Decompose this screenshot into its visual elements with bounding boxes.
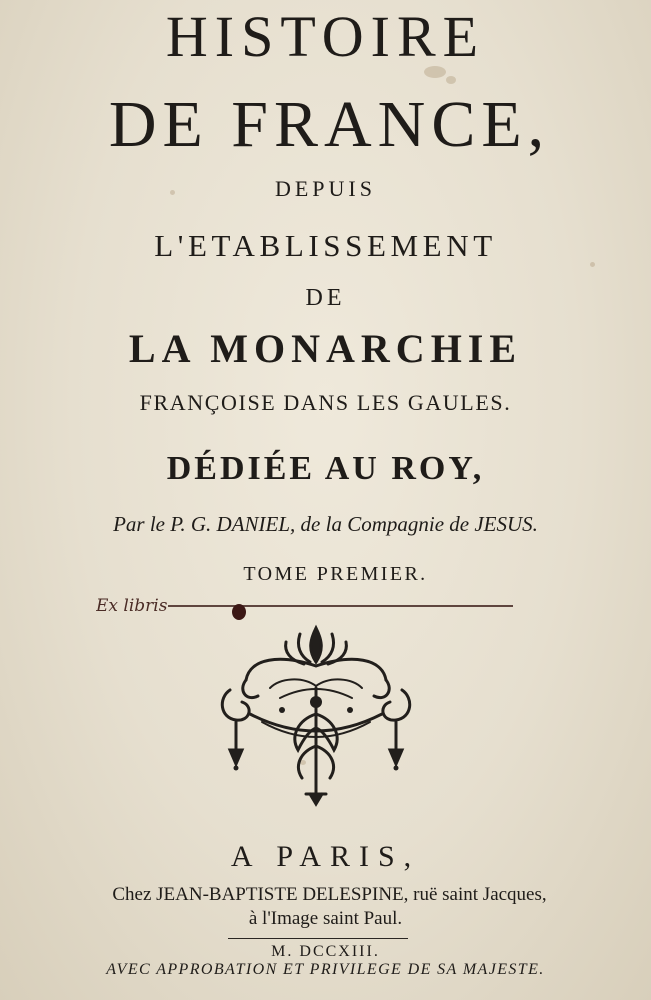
dedication: DÉDIÉE AU ROY,	[166, 450, 485, 487]
title-depuis: DEPUIS	[274, 176, 376, 201]
title-la-monarchie: LA MONARCHIE	[128, 326, 523, 371]
imprint-publisher: Chez JEAN-BAPTISTE DELESPINE, ruë saint Jacques,	[112, 884, 547, 905]
title-etablissement: L'ETABLISSEMENT	[154, 228, 497, 263]
title-francoise: FRANÇOISE DANS LES GAULES.	[139, 390, 512, 415]
title-de-france: DE FRANCE,	[108, 88, 551, 161]
ex-libris-text: Ex libris	[96, 596, 168, 616]
imprint-date: M. DCCXIII.	[271, 943, 380, 960]
paper-stain	[446, 76, 456, 84]
title-histoire: HISTOIRE	[165, 4, 486, 69]
title-de: DE	[305, 285, 346, 311]
imprint-rule	[228, 938, 408, 939]
author-line: Par le P. G. DANIEL, de la Compagnie de JESUS.	[113, 512, 538, 536]
imprint-city: A PARIS,	[230, 840, 421, 873]
fleuron-ornament-icon	[210, 618, 422, 808]
ink-strikethrough	[168, 605, 513, 607]
imprint-address: à l'Image saint Paul.	[248, 908, 403, 929]
approbation-line: AVEC APPROBATION ET PRIVILEGE DE SA MAJESTE.	[106, 961, 545, 978]
volume-label: TOME PREMIER.	[243, 563, 428, 585]
